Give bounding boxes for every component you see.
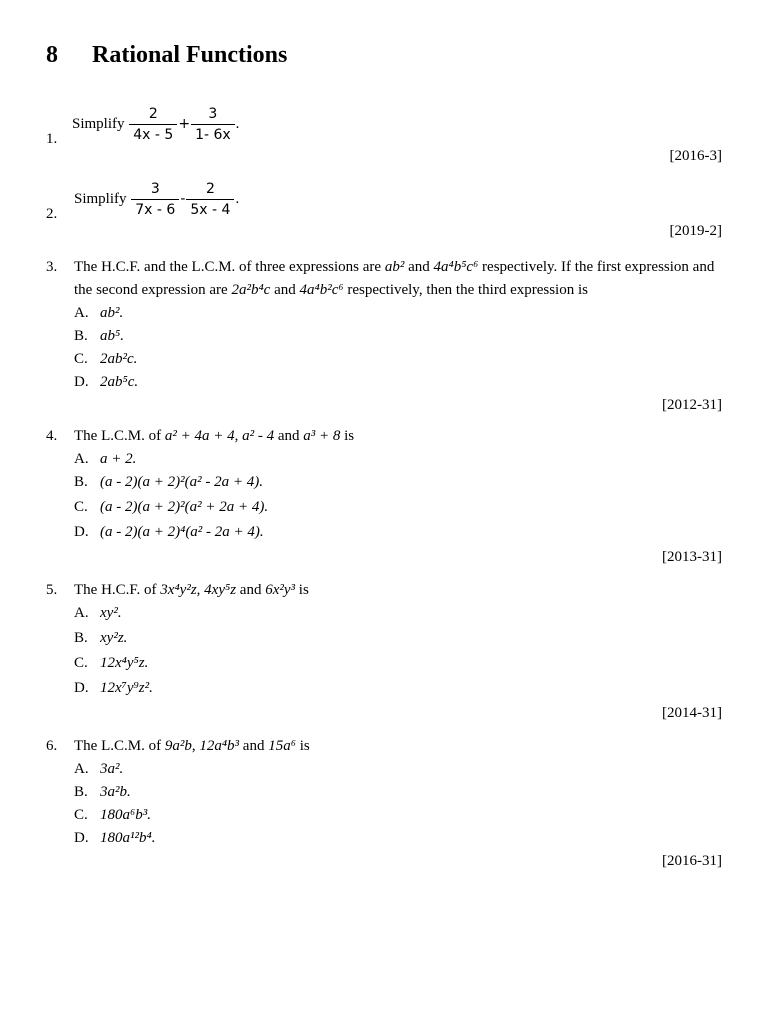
question-tail: .	[235, 115, 240, 132]
fraction-1	[131, 179, 179, 220]
denominator: 1- 6x	[195, 127, 231, 143]
denominator: 5x - 4	[190, 202, 231, 218]
numerator: 3	[191, 104, 235, 125]
stem-text: ,	[191, 738, 196, 754]
option-label: D.	[74, 830, 89, 846]
question-number: 4.	[46, 428, 58, 444]
stem-text: ,	[234, 428, 239, 444]
math-expression: a² - 4	[242, 428, 275, 444]
stem-text: The H.C.F. and the L.C.M. of three expressions are	[74, 259, 382, 275]
question-2	[46, 179, 722, 243]
fraction-1	[129, 104, 177, 145]
option-label: D.	[74, 680, 89, 696]
option-value: 180a¹²b⁴.	[100, 830, 156, 846]
stem-text: and	[239, 582, 262, 598]
chapter-number: 8	[46, 42, 58, 68]
question-number: 3.	[46, 259, 58, 275]
option-label: A.	[74, 605, 89, 621]
operator: -	[180, 191, 186, 207]
option-b[interactable]	[74, 781, 722, 804]
question-5	[46, 579, 722, 725]
denominator: 4x - 5	[133, 127, 174, 143]
option-value: 180a⁶b³.	[100, 807, 151, 823]
chapter-title: Rational Functions	[92, 42, 288, 68]
option-c[interactable]	[74, 652, 722, 677]
stem-text: is	[299, 738, 310, 754]
option-label: A.	[74, 305, 89, 321]
math-expression: 4xy⁵z	[204, 582, 237, 598]
math-expression: 12a⁴b³	[199, 738, 240, 754]
option-b[interactable]	[74, 325, 722, 348]
option-value: xy².	[100, 605, 122, 621]
option-label: B.	[74, 630, 88, 646]
exam-reference: [2016-3]	[669, 148, 722, 164]
question-number: 2.	[46, 206, 58, 222]
question-number: 6.	[46, 738, 58, 754]
question-lead: Simplify	[72, 115, 125, 132]
stem-text: and	[277, 428, 300, 444]
operator: +	[178, 116, 191, 132]
stem-text: ,	[196, 582, 201, 598]
question-stem	[74, 735, 722, 758]
question-4	[46, 425, 722, 569]
stem-text: and	[242, 738, 265, 754]
option-value: ab⁵.	[100, 328, 124, 344]
stem-text: and	[274, 282, 296, 298]
stem-text: The L.C.M. of	[74, 428, 162, 444]
option-c[interactable]	[74, 496, 722, 521]
option-a[interactable]	[74, 448, 722, 471]
option-value: (a - 2)(a + 2)⁴(a² - 2a + 4).	[100, 524, 264, 540]
option-value: 2ab⁵c.	[100, 374, 139, 390]
math-expression: 4a⁴b²c⁶	[299, 282, 344, 298]
stem-text: respectively, then the third expression is	[347, 282, 588, 298]
option-value: ab².	[100, 305, 124, 321]
math-expression: 4a⁴b⁵c⁶	[433, 259, 479, 275]
option-b[interactable]	[74, 471, 722, 496]
numerator: 2	[129, 104, 177, 125]
option-c[interactable]	[74, 804, 722, 827]
question-6	[46, 735, 722, 873]
question-number: 1.	[46, 131, 58, 147]
option-value: 3a²b.	[100, 784, 131, 800]
option-a[interactable]	[74, 602, 722, 627]
option-a[interactable]	[74, 758, 722, 781]
numerator: 3	[131, 179, 179, 200]
question-stem	[74, 579, 722, 602]
option-label: D.	[74, 374, 89, 390]
math-expression: 9a²b	[164, 738, 192, 754]
option-label: B.	[74, 328, 88, 344]
math-expression: a³ + 8	[303, 428, 341, 444]
question-tail: .	[235, 190, 240, 207]
exam-reference: [2014-31]	[662, 705, 722, 721]
option-value: a + 2.	[100, 451, 137, 467]
option-label: B.	[74, 784, 88, 800]
math-expression: a² + 4a + 4	[164, 428, 235, 444]
fraction-2	[191, 104, 235, 145]
exam-reference: [2016-31]	[662, 853, 722, 869]
option-label: D.	[74, 524, 89, 540]
question-number: 5.	[46, 582, 58, 598]
stem-text: and	[408, 259, 430, 275]
option-b[interactable]	[74, 627, 722, 652]
question-stem	[74, 256, 722, 302]
option-d[interactable]	[74, 371, 722, 394]
option-value: 12x⁷y⁹z².	[100, 680, 153, 696]
math-expression: 2a²b⁴c	[231, 282, 271, 298]
option-label: A.	[74, 761, 89, 777]
question-1	[46, 104, 722, 168]
option-value: 3a².	[100, 761, 124, 777]
option-label: C.	[74, 807, 88, 823]
stem-text: The L.C.M. of	[74, 738, 162, 754]
option-d[interactable]	[74, 677, 722, 702]
option-label: C.	[74, 499, 88, 515]
question-3	[46, 256, 722, 417]
math-expression: 15a⁶	[268, 738, 296, 754]
option-value: xy²z.	[100, 630, 128, 646]
option-value: 12x⁴y⁵z.	[100, 655, 149, 671]
chapter-heading	[46, 42, 287, 69]
option-value: (a - 2)(a + 2)²(a² - 2a + 4).	[100, 474, 263, 490]
exam-reference: [2012-31]	[662, 397, 722, 413]
option-label: C.	[74, 351, 88, 367]
stem-text: respectively. If the first expression and the second expression are	[74, 259, 715, 298]
math-expression: 6x²y³	[265, 582, 296, 598]
question-lead: Simplify	[74, 190, 127, 207]
numerator: 2	[186, 179, 234, 200]
option-d[interactable]	[74, 827, 722, 850]
question-stem	[74, 425, 722, 448]
option-value: 2ab²c.	[100, 351, 138, 367]
option-c[interactable]	[74, 348, 722, 371]
option-value: (a - 2)(a + 2)²(a² + 2a + 4).	[100, 499, 269, 515]
math-expression: ab²	[384, 259, 405, 275]
option-label: C.	[74, 655, 88, 671]
fraction-2	[186, 179, 234, 220]
option-label: A.	[74, 451, 89, 467]
option-a[interactable]	[74, 302, 722, 325]
exam-reference: [2013-31]	[662, 549, 722, 565]
stem-text: is	[298, 582, 309, 598]
option-label: B.	[74, 474, 88, 490]
stem-text: The H.C.F. of	[74, 582, 157, 598]
math-expression: 3x⁴y²z	[160, 582, 197, 598]
option-d[interactable]	[74, 521, 722, 546]
denominator: 7x - 6	[135, 202, 176, 218]
exam-reference: [2019-2]	[669, 223, 722, 239]
stem-text: is	[344, 428, 355, 444]
